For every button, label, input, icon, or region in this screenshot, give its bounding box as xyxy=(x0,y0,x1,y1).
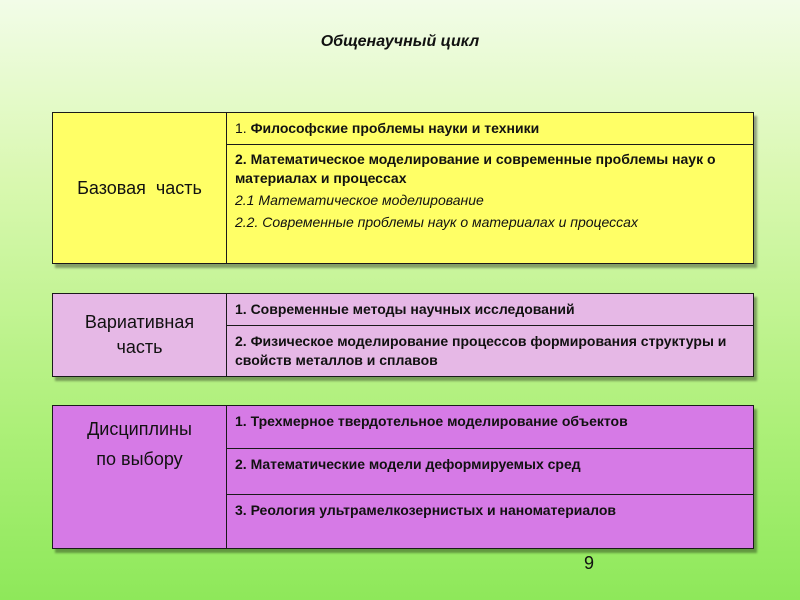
variative-item-2: 2. Физическое моделирование процессов формирования структуры и свойств металлов и сплавов xyxy=(227,326,754,377)
basic-item-1-number: 1. xyxy=(235,120,251,136)
electives-label-line-1: Дисциплины xyxy=(87,419,192,439)
basic-part-label-cell xyxy=(53,113,227,264)
elective-item-3: 3. Реология ультрамелкозернистых и наноматериалов xyxy=(227,495,754,549)
elective-item-2: 2. Математические модели деформируемых сред xyxy=(227,449,754,495)
variative-part-table xyxy=(52,293,754,377)
basic-item-2 xyxy=(227,145,754,264)
electives-table xyxy=(52,405,754,549)
basic-part-label: Базовая часть xyxy=(77,177,202,198)
electives-label-cell xyxy=(53,406,227,549)
page-number: 9 xyxy=(583,553,594,573)
variative-part-label-line-1: Вариативная xyxy=(84,312,195,332)
variative-part-label-line-2: часть xyxy=(116,337,163,357)
basic-item-1 xyxy=(227,113,754,145)
slide-title: Общенаучный цикл xyxy=(320,33,480,50)
basic-item-1-text: Философские проблемы науки и техники xyxy=(250,120,540,136)
basic-item-2-text: 2. Математическое моделирование и современные проблемы наук о материалах и процессах xyxy=(235,151,716,186)
elective-item-1: 1. Трехмерное твердотельное моделирование объектов xyxy=(227,406,754,449)
basic-part-table xyxy=(52,112,754,264)
basic-item-2-sub-1: 2.1 Математическое моделирование xyxy=(235,192,484,208)
variative-part-label-cell xyxy=(53,294,227,377)
basic-item-2-sub-2: 2.2. Современные проблемы наук о материалах и процессах xyxy=(235,214,638,230)
variative-item-1: 1. Современные методы научных исследований xyxy=(227,294,754,326)
electives-label-line-2: по выбору xyxy=(96,449,183,469)
